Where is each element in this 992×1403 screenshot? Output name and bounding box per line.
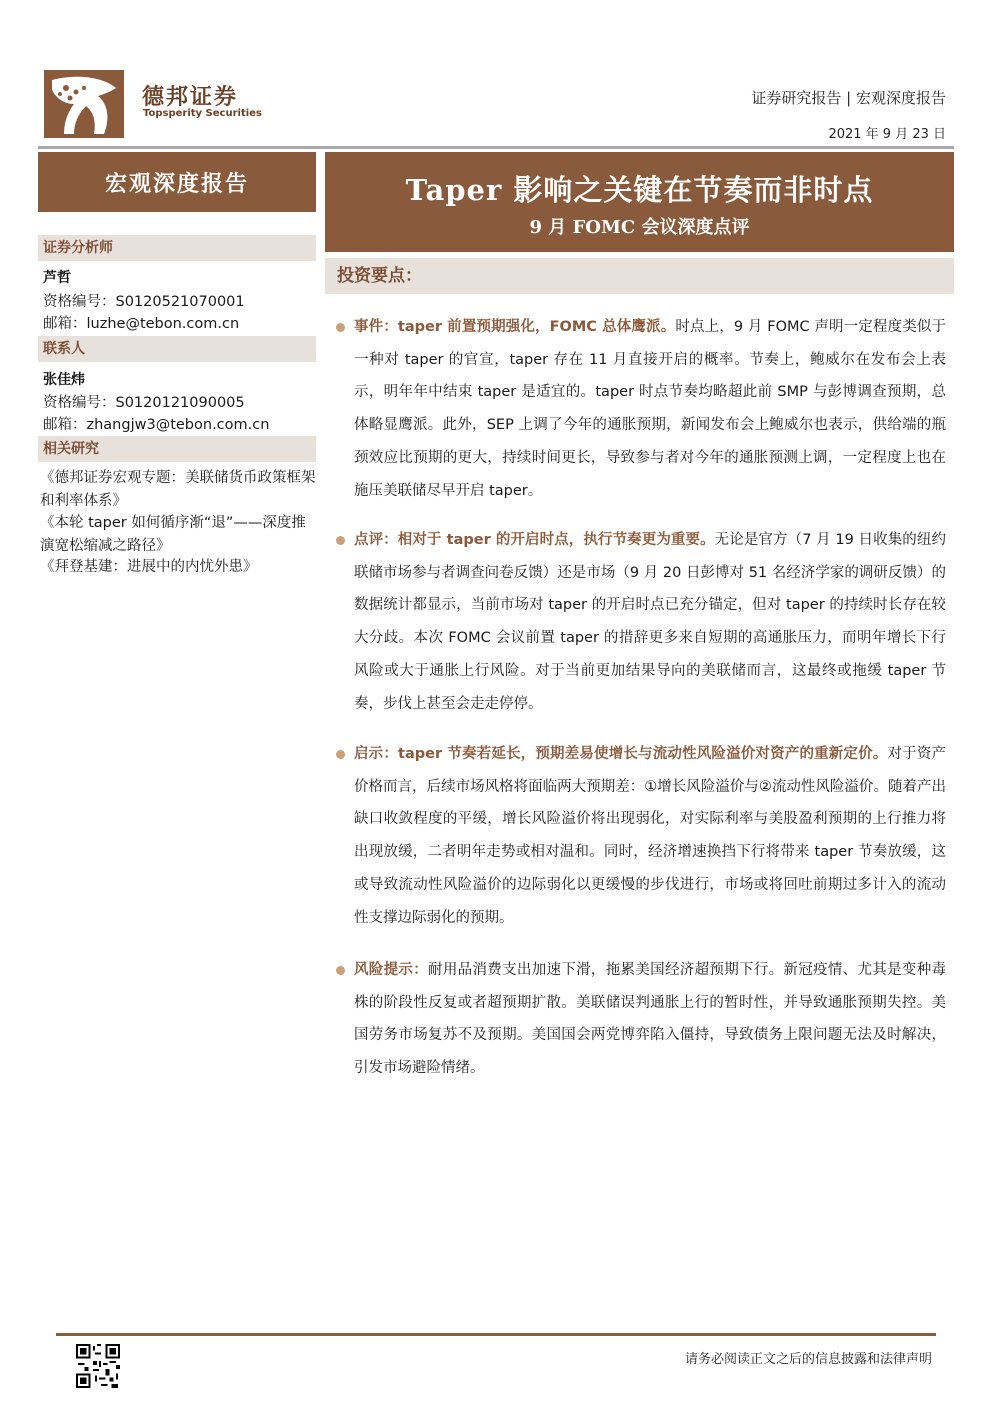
analyst-cert: 资格编号：S0120521070001: [43, 294, 245, 310]
point-body: 时点上，9 月 FOMC 声明一定程度类似于一种对 taper 的官宣，taper 存在 11 月直接开启的概率。节奏上，鲍威尔在发布会上表示，明年年中结束 taper 是适宜的。taper 时点节奏均略超此前 SMP 与彭博调查预期，总体略显鹰派。此外，SEP 上调了今年的通胀预期，新闻发布会上鲍威尔也表示，供给端的瓶颈效应比预期的更大，持续时间更长，导致参与者对今年的通胀预测上调，一定程度上也在施压美联储尽早开启 taper。: [354, 319, 946, 499]
company-logo: [44, 70, 124, 138]
contact-cert: 资格编号：S0120121090005: [43, 395, 245, 411]
report-category-banner: 宏观深度报告: [38, 152, 316, 212]
point-lead: 启示：taper 节奏若延长，预期差易使增长与流动性风险溢价对资产的重新定价。: [354, 746, 888, 762]
point-body: 无论是官方（7 月 19 日收集的纽约联储市场参与者调查问卷反馈）还是市场（9 月 20 日彭博对 51 名经济学家的调研反馈）的数据统计都显示，当前市场对 taper 的开启时点已充分锚定，但对 taper 的持续时长存在较大分歧。本次 FOMC 会议前置 taper 的措辞更多来自短期的高通胀压力，而明年增长下行风险或大于通胀上行风险。对于当前更加结果导向的美联储而言，这最终或拖缓 taper 节奏，步伐上甚至会走走停停。: [354, 532, 946, 712]
related-research-item[interactable]: 《拜登基建：进展中的内忧外患》: [40, 559, 258, 575]
point-lead: 点评：相对于 taper 的开启时点，执行节奏更为重要。: [354, 532, 715, 548]
point-body: 耐用品消费支出加速下滑，拖累美国经济超预期下行。新冠疫情、尤其是变种毒株的阶段性反复或者超预期扩散。美联储误判通胀上行的暂时性，并导致通胀预期失控。美国劳务市场复苏不及预期。美国国会两党博弈陷入僵持，导致债务上限问题无法及时解决，引发市场避险情绪。: [354, 962, 947, 1077]
analyst-name: 芦哲: [43, 270, 71, 286]
bullet-icon: [336, 536, 345, 545]
contact-heading: 联系人: [38, 336, 316, 362]
point-body: 对于资产价格而言，后续市场风格将面临两大预期差：①增长风险溢价与②流动性风险溢价。随着产出缺口收敛程度的平缓，增长风险溢价将出现弱化，对实际利率与美股盈利预期的上行推力将出现放缓，二者明年走势或相对温和。同时，经济增速换挡下行将带来 taper 节奏放缓，这或导致流动性风险溢价的边际弱化以更缓慢的步伐进行，市场或将回吐前期过多计入的流动性支撑边际弱化的预期。: [354, 746, 946, 926]
bullet-icon: [336, 966, 345, 975]
bullet-icon: [336, 323, 345, 332]
header-divider: [38, 146, 954, 149]
title-banner: [325, 152, 954, 252]
analyst-email[interactable]: 邮箱：luzhe@tebon.com.cn: [43, 316, 240, 332]
footer-divider: [56, 1333, 936, 1336]
report-date: 2021 年 9 月 23 日: [828, 127, 946, 142]
brand-name: 德邦证券: [142, 85, 239, 110]
report-type: 证券研究报告 | 宏观深度报告: [751, 89, 946, 107]
investment-point: [354, 954, 946, 1085]
related-research-item[interactable]: 《德邦证券宏观专题：美联储货币政策框架和利率体系》: [40, 470, 316, 509]
investment-points-heading: 投资要点：: [325, 258, 954, 294]
point-lead: 风险提示：: [354, 962, 429, 978]
qr-code-icon[interactable]: [76, 1344, 120, 1388]
investment-point: [354, 311, 946, 507]
investment-point: [354, 738, 946, 934]
legal-disclaimer: 请务必阅读正文之后的信息披露和法律声明: [684, 1352, 932, 1367]
analyst-heading: 证券分析师: [38, 235, 316, 261]
point-lead: 事件：taper 前置预期强化，FOMC 总体鹰派。: [354, 319, 676, 335]
brand-name-english: Topsperity Securities: [143, 108, 262, 119]
contact-name: 张佳炜: [43, 372, 85, 388]
related-research-item[interactable]: 《本轮 taper 如何循序渐“退”——深度推演宽松缩减之路径》: [40, 515, 306, 554]
report-title: Taper 影响之关键在节奏而非时点: [405, 173, 874, 207]
investment-point: [354, 524, 946, 720]
bullet-icon: [336, 750, 345, 759]
contact-email[interactable]: 邮箱：zhangjw3@tebon.com.cn: [43, 417, 270, 433]
related-research-heading: 相关研究: [38, 436, 316, 462]
report-subtitle: 9 月 FOMC 会议深度点评: [529, 217, 750, 238]
